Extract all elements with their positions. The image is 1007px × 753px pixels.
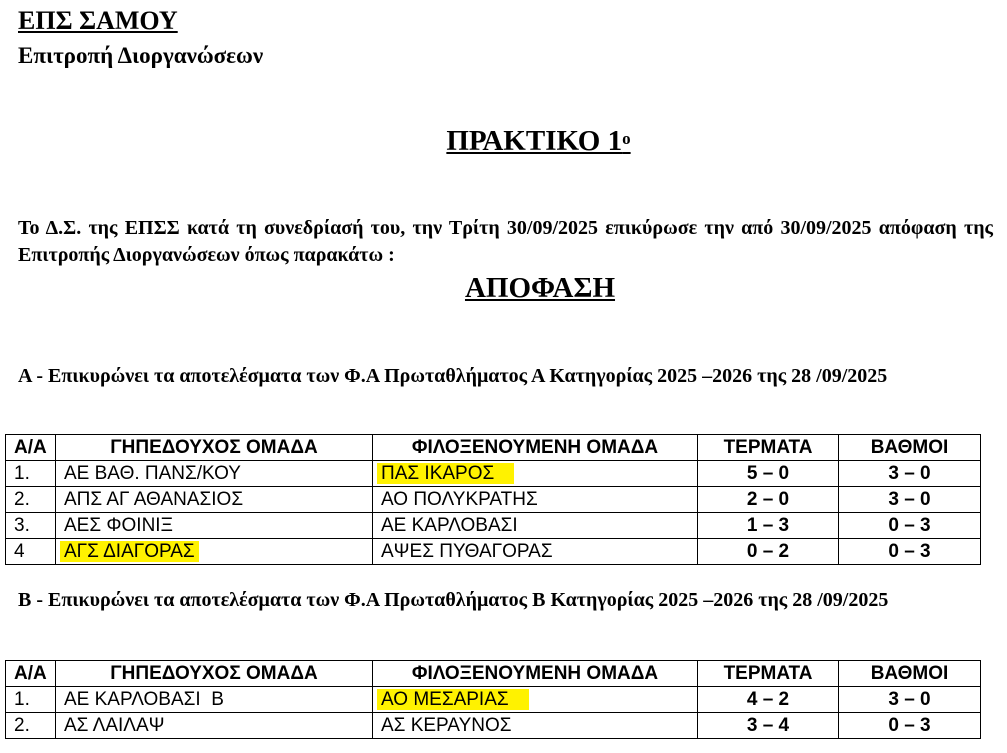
document-title-text: ΠΡΑΚΤΙΚΟ 1 xyxy=(446,125,623,157)
row-score: 5 – 0 xyxy=(698,461,839,487)
row-score: 0 – 2 xyxy=(698,539,839,565)
col-header-score: ΤΕΡΜΑΤΑ xyxy=(698,435,839,461)
col-header-home: ΓΗΠΕΔΟΥΧΟΣ ΟΜΑΔΑ xyxy=(56,661,373,687)
section-a-table xyxy=(5,434,981,565)
row-points: 0 – 3 xyxy=(839,539,981,565)
row-no: 1. xyxy=(6,461,56,487)
row-score: 4 – 2 xyxy=(698,687,839,713)
section-b-table xyxy=(5,660,981,739)
row-points: 0 – 3 xyxy=(839,713,981,739)
row-score: 2 – 0 xyxy=(698,487,839,513)
row-home xyxy=(56,539,373,565)
row-away: ΑΕ ΚΑΡΛΟΒΑΣΙ xyxy=(373,513,698,539)
table-row xyxy=(6,513,981,539)
row-points: 0 – 3 xyxy=(839,513,981,539)
table-row xyxy=(6,539,981,565)
row-points: 3 – 0 xyxy=(839,487,981,513)
row-away: ΑΟ ΠΟΛΥΚΡΑΤΗΣ xyxy=(373,487,698,513)
col-header-home: ΓΗΠΕΔΟΥΧΟΣ ΟΜΑΔΑ xyxy=(56,435,373,461)
organization-name: ΕΠΣ ΣΑΜΟΥ xyxy=(18,6,178,35)
highlighted-team: ΠΑΣ ΙΚΑΡΟΣ xyxy=(377,463,514,484)
document-title xyxy=(0,124,1007,158)
row-points: 3 – 0 xyxy=(839,461,981,487)
table-row xyxy=(6,713,981,739)
col-header-points: ΒΑΘΜΟΙ xyxy=(839,661,981,687)
row-away: ΑΣ ΚΕΡΑΥΝΟΣ xyxy=(373,713,698,739)
row-no: 4 xyxy=(6,539,56,565)
row-away xyxy=(373,687,698,713)
table-header-row xyxy=(6,435,981,461)
section-b-heading: Β - Επικυρώνει τα αποτελέσματα των Φ.Α Πρωταθλήματος Β Κατηγορίας 2025 –2026 της 28 /09/2025 xyxy=(18,589,889,611)
section-a-heading: Α - Επικυρώνει τα αποτελέσματα των Φ.Α Πρωταθλήματος Α Κατηγορίας 2025 –2026 της 28 /09/2025 xyxy=(18,365,888,387)
row-no: 2. xyxy=(6,713,56,739)
col-header-no: Α/Α xyxy=(6,661,56,687)
row-no: 2. xyxy=(6,487,56,513)
table-row xyxy=(6,487,981,513)
col-header-score: ΤΕΡΜΑΤΑ xyxy=(698,661,839,687)
table-row xyxy=(6,687,981,713)
row-away: ΑΨΕΣ ΠΥΘΑΓΟΡΑΣ xyxy=(373,539,698,565)
row-no: 3. xyxy=(6,513,56,539)
committee-name: Επιτροπή Διοργανώσεων xyxy=(18,43,264,68)
table-header-row xyxy=(6,661,981,687)
row-score: 1 – 3 xyxy=(698,513,839,539)
intro-paragraph: Το Δ.Σ. της ΕΠΣΣ κατά τη συνεδρίασή του, την Τρίτη 30/09/2025 επικύρωσε την από 30/09/2025 απόφαση της Επιτροπής Διοργανώσεων όπως παρακάτω : xyxy=(18,217,993,266)
row-no: 1. xyxy=(6,687,56,713)
row-home: ΑΠΣ ΑΓ ΑΘΑΝΑΣΙΟΣ xyxy=(56,487,373,513)
highlighted-team: ΑΓΣ ΔΙΑΓΟΡΑΣ xyxy=(60,541,199,562)
row-home: ΑΕ ΚΑΡΛΟΒΑΣΙ Β xyxy=(56,687,373,713)
row-home: ΑΣ ΛΑΙΛΑΨ xyxy=(56,713,373,739)
table-row xyxy=(6,461,981,487)
highlighted-team: ΑΟ ΜΕΣΑΡΙΑΣ xyxy=(377,689,529,710)
document-title-sup: ο xyxy=(622,129,631,148)
row-home: ΑΕΣ ΦΟΙΝΙΞ xyxy=(56,513,373,539)
col-header-away: ΦΙΛΟΞΕΝΟΥΜΕΝΗ ΟΜΑΔΑ xyxy=(373,435,698,461)
row-points: 3 – 0 xyxy=(839,687,981,713)
row-home: ΑΕ ΒΑΘ. ΠΑΝΣ/ΚΟΥ xyxy=(56,461,373,487)
col-header-away: ΦΙΛΟΞΕΝΟΥΜΕΝΗ ΟΜΑΔΑ xyxy=(373,661,698,687)
row-score: 3 – 4 xyxy=(698,713,839,739)
col-header-no: Α/Α xyxy=(6,435,56,461)
decision-heading: ΑΠΟΦΑΣΗ xyxy=(464,272,616,304)
row-away xyxy=(373,461,698,487)
col-header-points: ΒΑΘΜΟΙ xyxy=(839,435,981,461)
